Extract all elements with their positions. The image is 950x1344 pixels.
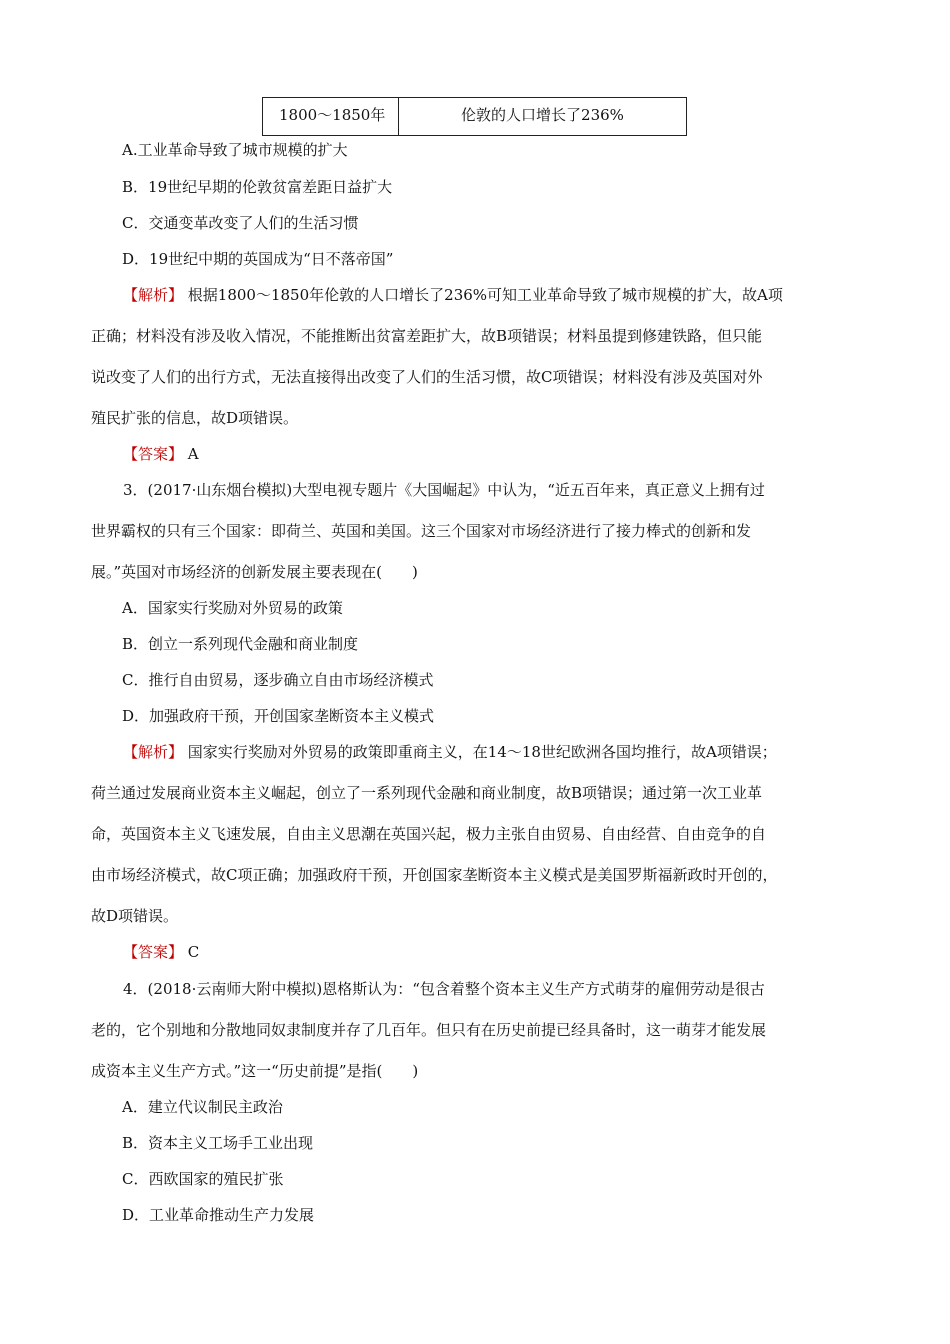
q4-option-b: B．资本主义工场手工业出现 [122, 1134, 314, 1152]
table-cell-fact: 伦敦的人口增长了236% [461, 106, 624, 124]
q4-stem-line-3: 成资本主义生产方式。”这一“历史前提”是指( ) [91, 1062, 419, 1080]
q2-analysis-line-1 [123, 285, 783, 305]
q4-option-d: D．工业革命推动生产力发展 [122, 1206, 315, 1224]
analysis-text: 国家实行奖励对外贸易的政策即重商主义，在14～18世纪欧洲各国均推行，故A项错误； [187, 743, 777, 761]
q2-option-b: B．19世纪早期的伦敦贫富差距日益扩大 [122, 178, 393, 196]
q4-stem-line-2: 老的，它个别地和分散地同奴隶制度并存了几百年。但只有在历史前提已经具备时，这一萌芽才能发展 [91, 1021, 767, 1039]
q3-option-b: B．创立一系列现代金融和商业制度 [122, 635, 359, 653]
analysis-tag: 【解析】 [123, 286, 184, 304]
q3-answer [123, 942, 199, 962]
q3-stem-line-3: 展。”英国对市场经济的创新发展主要表现在( ) [91, 563, 418, 581]
answer-tag: 【答案】 [123, 445, 184, 463]
answer-value: A [187, 445, 199, 463]
q4-stem-line-1: 4．(2018·云南师大附中模拟)恩格斯认为：“包含着整个资本主义生产方式萌芽的雇佣劳动是很古 [123, 980, 765, 998]
table-cell-period: 1800～1850年 [263, 98, 399, 135]
q3-option-d: D．加强政府干预，开创国家垄断资本主义模式 [122, 707, 435, 725]
q3-analysis-line-2: 荷兰通过发展商业资本主义崛起，创立了一系列现代金融和商业制度，故B项错误；通过第一次工业革 [91, 784, 763, 802]
q3-stem-line-1: 3．(2017·山东烟台模拟)大型电视专题片《大国崛起》中认为，“近五百年来，真正意义上拥有过 [123, 481, 765, 499]
q3-analysis-line-5: 故D项错误。 [91, 907, 179, 925]
q3-analysis-line-3: 命，英国资本主义飞速发展，自由主义思潮在英国兴起，极力主张自由贸易、自由经营、自由竞争的自 [91, 825, 767, 843]
answer-tag: 【答案】 [123, 943, 184, 961]
q2-analysis-line-4: 殖民扩张的信息，故D项错误。 [91, 409, 299, 427]
q4-option-c: C．西欧国家的殖民扩张 [122, 1170, 284, 1188]
q2-answer [123, 444, 199, 464]
q3-analysis-line-1 [123, 742, 777, 762]
q2-option-a: A.工业革命导致了城市规模的扩大 [122, 141, 348, 159]
analysis-text: 根据1800～1850年伦敦的人口增长了236%可知工业革命导致了城市规模的扩大，故A项 [187, 286, 783, 304]
q2-analysis-line-3: 说改变了人们的出行方式，无法直接得出改变了人们的生活习惯，故C项错误；材料没有涉及英国对外 [91, 368, 763, 386]
q2-analysis-line-2: 正确；材料没有涉及收入情况，不能推断出贫富差距扩大，故B项错误；材料虽提到修建铁路，但只能 [91, 327, 763, 345]
answer-value: C [187, 943, 200, 961]
q4-option-a: A．建立代议制民主政治 [122, 1098, 283, 1116]
q3-analysis-line-4: 由市场经济模式，故C项正确；加强政府干预，开创国家垄断资本主义模式是美国罗斯福新政时开创的， [91, 866, 778, 884]
q2-option-d: D．19世纪中期的英国成为“日不落帝国” [122, 250, 394, 268]
q2-option-c: C．交通变革改变了人们的生活习惯 [122, 214, 359, 232]
analysis-tag: 【解析】 [123, 743, 184, 761]
q3-stem-line-2: 世界霸权的只有三个国家：即荷兰、英国和美国。这三个国家对市场经济进行了接力棒式的创新和发 [91, 522, 752, 540]
q3-option-c: C．推行自由贸易，逐步确立自由市场经济模式 [122, 671, 434, 689]
data-table [262, 97, 687, 136]
q3-option-a: A．国家实行奖励对外贸易的政策 [122, 599, 343, 617]
